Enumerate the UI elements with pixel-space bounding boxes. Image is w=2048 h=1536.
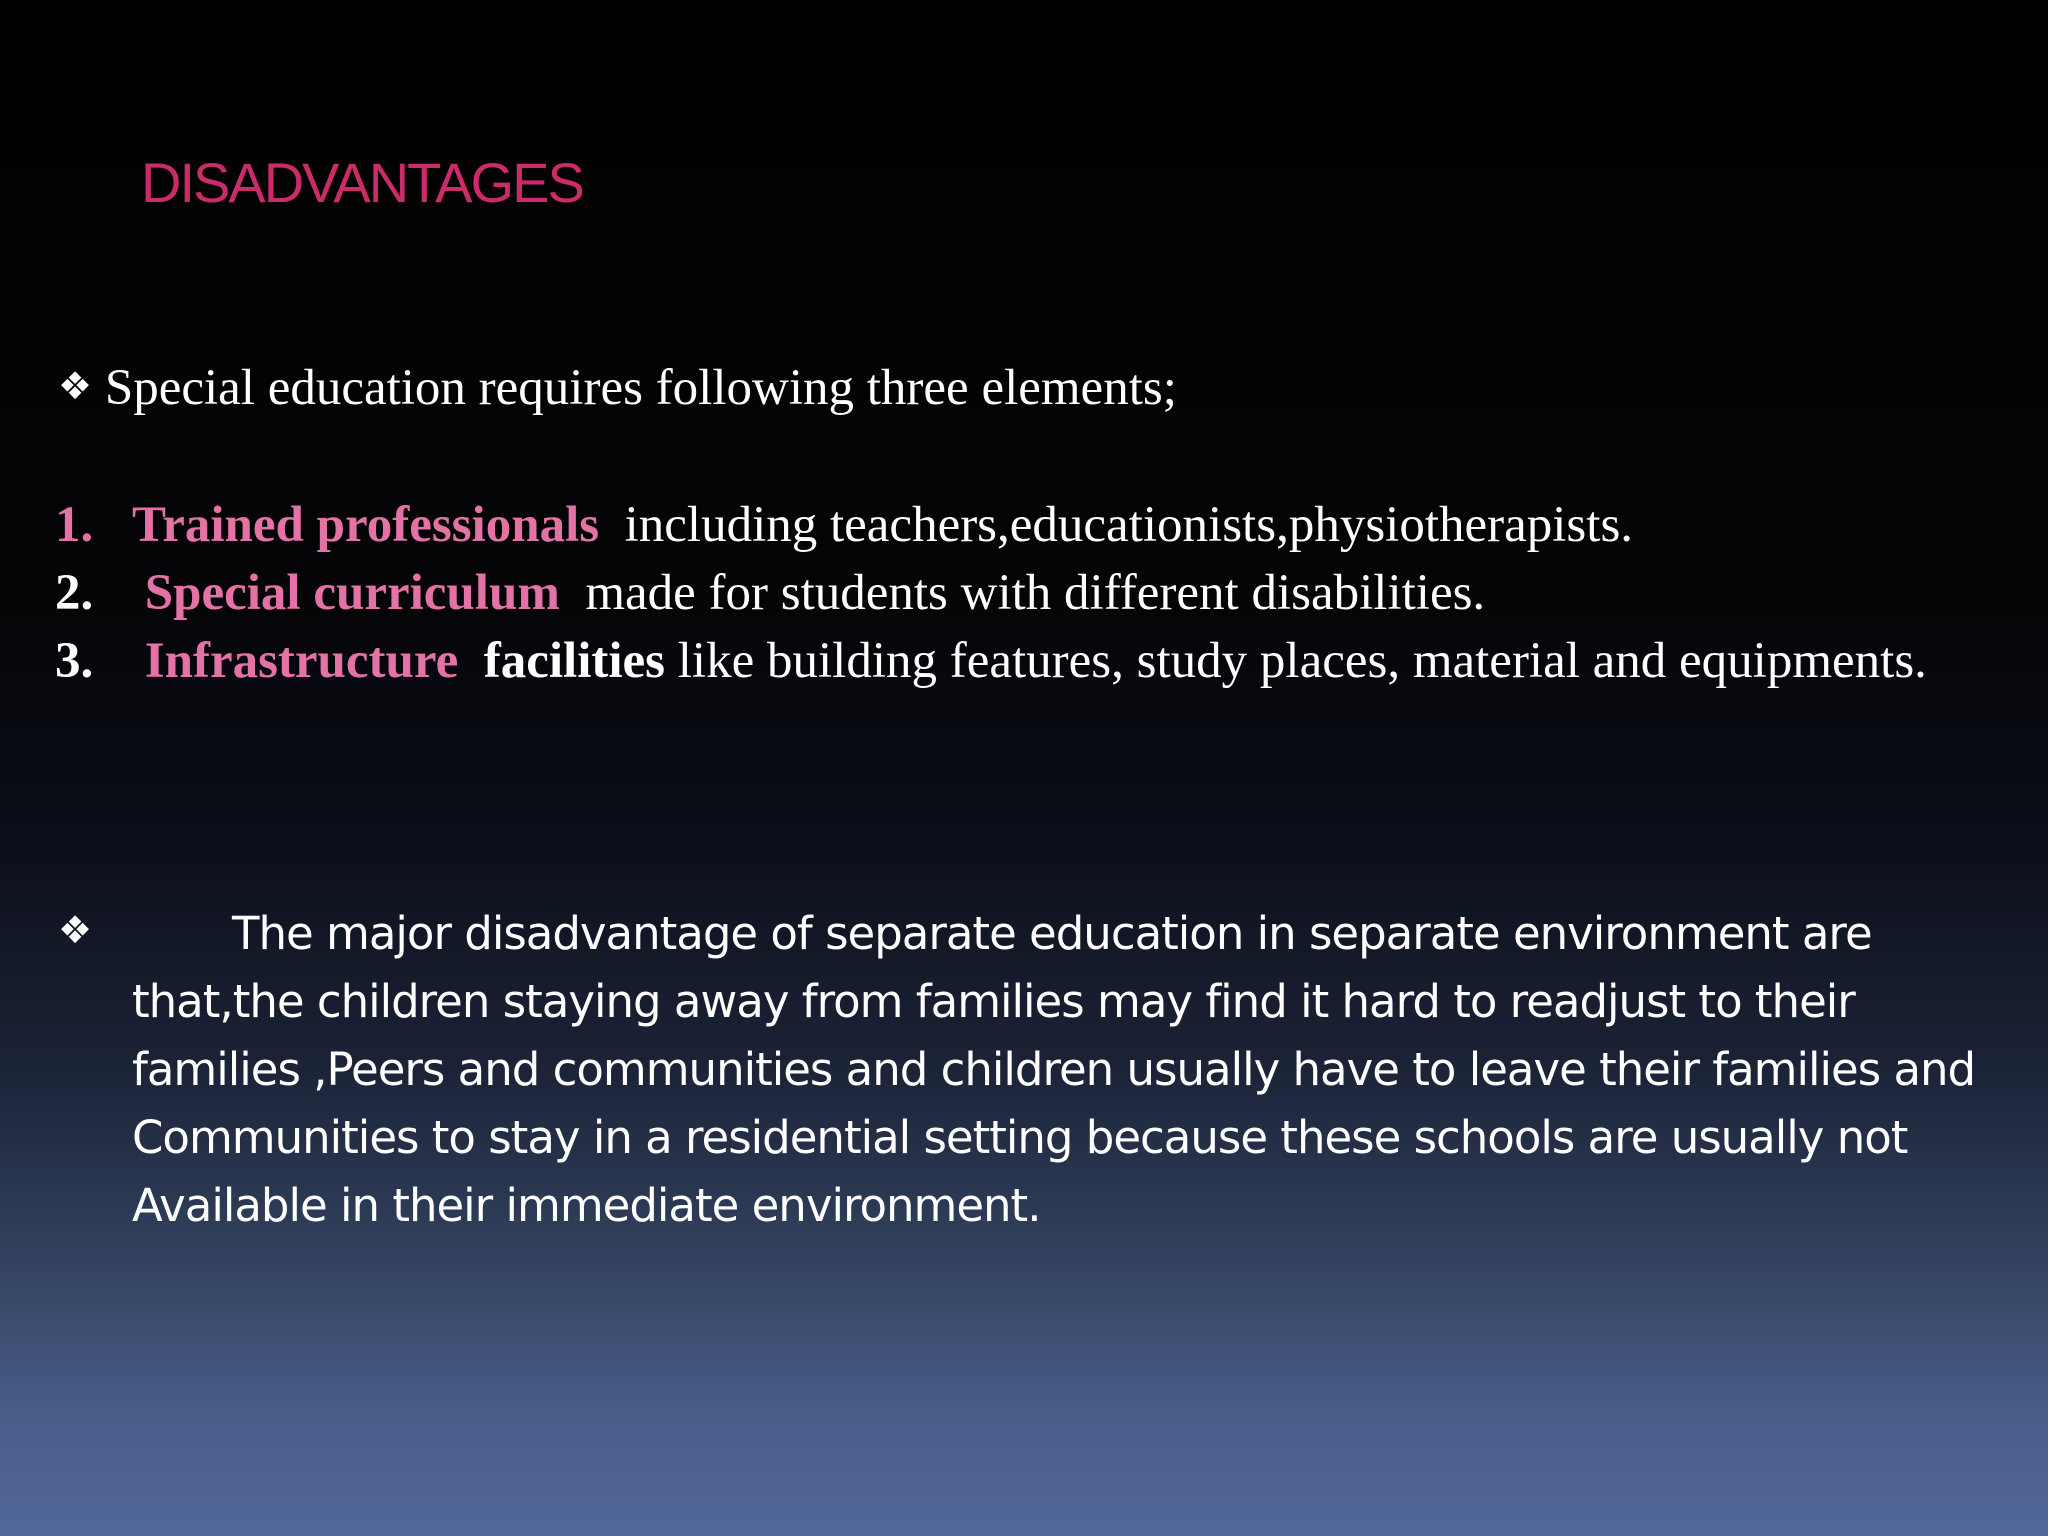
paragraph-first-line: The major disadvantage of separate education in separate environment are [232, 907, 1872, 960]
list-item [55, 491, 1955, 559]
diamond-bullet-icon: ❖ [58, 364, 93, 409]
intro-bullet-text: Special education requires following three elements; [104, 360, 1177, 416]
list-item-text: like building features, study places, material and equipments. [677, 633, 1927, 689]
list-item-bold-text: facilities [483, 633, 666, 689]
list-item-text: including teachers,educationists,physiotherapists. [624, 497, 1634, 553]
list-item-highlight: Trained professionals [132, 497, 600, 553]
list-item-text: made for students with different disabilities. [585, 565, 1486, 621]
slide-title: DISADVANTAGES [141, 151, 583, 214]
list-item [55, 559, 1955, 627]
paragraph-body: that,the children staying away from families may find it hard to readjust to their families ,Peers and communities and children usually have to leave their families and Communities to stay in a residential setting because these schools are usually not Available in their immediate environment. [132, 975, 1976, 1232]
elements-list [55, 491, 1955, 695]
intro-bullet [58, 354, 1177, 426]
disadvantage-bullet [58, 900, 2018, 1240]
list-item-number: 1. [55, 497, 94, 553]
list-item [55, 627, 1955, 695]
list-item-highlight: Special curriculum [144, 565, 560, 621]
list-item-number: 3. [55, 633, 94, 689]
disadvantage-paragraph [58, 900, 2018, 1240]
diamond-bullet-icon: ❖ [58, 908, 93, 952]
list-item-highlight: Infrastructure [144, 633, 459, 689]
list-item-number: 2. [55, 565, 94, 621]
